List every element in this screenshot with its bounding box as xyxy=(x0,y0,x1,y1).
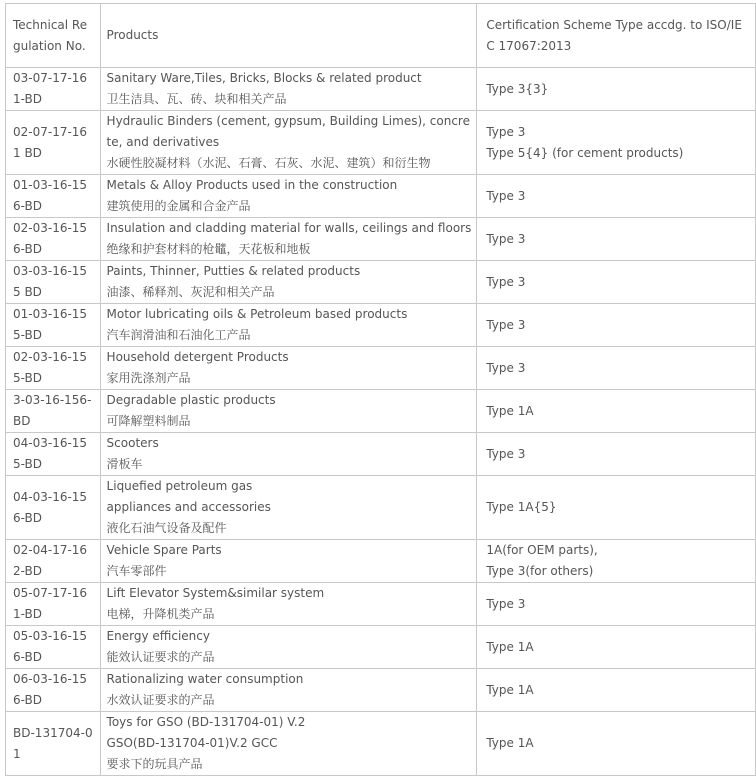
product-line: Scooters xyxy=(106,436,159,450)
table-row xyxy=(6,347,756,390)
products-cell xyxy=(100,111,477,175)
product-line: Insulation and cladding material for walls, ceilings and floors xyxy=(106,221,472,235)
table-row xyxy=(6,175,756,218)
product-line: 可降解塑料制品 xyxy=(106,414,191,428)
product-line: Paints, Thinner, Putties & related products xyxy=(106,264,361,278)
product-line: Motor lubricating oils & Petroleum based products xyxy=(106,307,408,321)
header-products: Products xyxy=(100,4,477,68)
header-row xyxy=(6,4,756,68)
certification-cell xyxy=(477,583,756,626)
product-line: 要求下的玩具产品 xyxy=(106,757,203,771)
product-line: 建筑使用的金属和合金产品 xyxy=(106,199,251,213)
product-line: 滑板车 xyxy=(106,457,143,471)
certification-line: Type 1A xyxy=(486,403,534,418)
product-line: Rationalizing water consumption xyxy=(106,672,304,686)
products-cell xyxy=(100,390,477,433)
certification-line: 1A(for OEM parts), xyxy=(486,543,598,557)
certification-cell xyxy=(477,626,756,669)
regulation-number-cell: 02-03-16-156-BD xyxy=(6,218,101,261)
certification-cell xyxy=(477,304,756,347)
product-line: GSO(BD-131704-01)V.2 GCC xyxy=(106,736,278,750)
table-row xyxy=(6,261,756,304)
product-line: 绝缘和护套材料的枪鼊，天花板和地板 xyxy=(106,242,311,256)
products-cell xyxy=(100,583,477,626)
product-line: Metals & Alloy Products used in the construction xyxy=(106,178,398,192)
products-cell xyxy=(100,626,477,669)
regulation-number-cell: BD-131704-01 xyxy=(6,712,101,776)
regulation-number-cell: 05-07-17-161-BD xyxy=(6,583,101,626)
products-cell xyxy=(100,712,477,776)
product-line: 家用洗涤剂产品 xyxy=(106,371,191,385)
technical-regulation-table xyxy=(5,3,756,776)
table-row xyxy=(6,111,756,175)
product-line: Hydraulic Binders (cement, gypsum, Building Limes), concrete, and derivatives xyxy=(106,114,470,149)
table-row xyxy=(6,68,756,111)
table-row xyxy=(6,712,756,776)
certification-line: Type 3 xyxy=(486,317,526,332)
regulation-number-cell: 03-03-16-155 BD xyxy=(6,261,101,304)
header-regulation: Technical Regulation No. xyxy=(6,4,101,68)
regulation-number-cell: 02-03-16-155-BD xyxy=(6,347,101,390)
certification-cell xyxy=(477,261,756,304)
product-line: Degradable plastic products xyxy=(106,393,276,407)
regulation-number-cell: 02-04-17-162-BD xyxy=(6,540,101,583)
products-cell xyxy=(100,669,477,712)
table-row xyxy=(6,583,756,626)
products-cell xyxy=(100,304,477,347)
product-line: Toys for GSO (BD-131704-01) V.2 xyxy=(106,715,306,729)
regulation-number-cell: 06-03-16-156-BD xyxy=(6,669,101,712)
certification-line: Type 3 xyxy=(486,596,526,611)
regulation-number-cell: 04-03-16-155-BD xyxy=(6,433,101,476)
products-cell xyxy=(100,476,477,540)
certification-cell xyxy=(477,433,756,476)
product-line: 电梯，升降机类产品 xyxy=(106,607,215,621)
table-row xyxy=(6,218,756,261)
product-line: Lift Elevator System&similar system xyxy=(106,586,325,600)
regulation-number-cell: 04-03-16-156-BD xyxy=(6,476,101,540)
certification-cell xyxy=(477,218,756,261)
certification-cell xyxy=(477,712,756,776)
product-line: 能效认证要求的产品 xyxy=(106,650,215,664)
certification-line: Type 3 xyxy=(486,231,526,246)
certification-cell xyxy=(477,175,756,218)
table-row xyxy=(6,476,756,540)
certification-line: Type 3 xyxy=(486,124,526,139)
certification-cell xyxy=(477,111,756,175)
products-cell xyxy=(100,433,477,476)
regulation-number-cell: 3-03-16-156-BD xyxy=(6,390,101,433)
products-cell xyxy=(100,540,477,583)
table-row xyxy=(6,540,756,583)
regulation-number-cell: 01-03-16-155-BD xyxy=(6,304,101,347)
certification-line: Type 3 xyxy=(486,188,526,203)
certification-line: Type 1A{5} xyxy=(486,500,557,514)
product-line: 卫生洁具、瓦、砖、块和相关产品 xyxy=(106,92,287,106)
product-line: 油漆、稀释剂、灰泥和相关产品 xyxy=(106,285,275,299)
product-line: 汽车零部件 xyxy=(106,564,167,578)
product-line: 汽车润滑油和石油化工产品 xyxy=(106,328,251,342)
table-row xyxy=(6,669,756,712)
certification-line: Type 1A xyxy=(486,682,534,697)
products-cell xyxy=(100,218,477,261)
header-certification: Certification Scheme Type accdg. to ISO/IEC 17067:2013 xyxy=(477,4,756,68)
certification-line: Type 1A xyxy=(486,736,534,750)
table-row xyxy=(6,390,756,433)
certification-cell xyxy=(477,669,756,712)
product-line: 水效认证要求的产品 xyxy=(106,693,215,707)
regulation-number-cell: 02-07-17-161 BD xyxy=(6,111,101,175)
products-cell xyxy=(100,68,477,111)
regulation-number-cell: 05-03-16-156-BD xyxy=(6,626,101,669)
product-line: appliances and accessories xyxy=(106,500,271,514)
certification-cell xyxy=(477,68,756,111)
regulation-number-cell: 03-07-17-161-BD xyxy=(6,68,101,111)
regulation-number-cell: 01-03-16-156-BD xyxy=(6,175,101,218)
certification-line: Type 3 xyxy=(486,446,526,461)
product-line: Energy efficiency xyxy=(106,629,210,643)
certification-line: Type 3 xyxy=(486,274,526,289)
certification-cell xyxy=(477,390,756,433)
certification-line: Type 3{3} xyxy=(486,81,549,96)
product-line: 水硬性胶凝材料（水泥、石膏、石灰、水泥、建筑）和衍生物 xyxy=(106,156,431,170)
product-line: Liquefied petroleum gas xyxy=(106,479,253,493)
product-line: Sanitary Ware,Tiles, Bricks, Blocks & related product xyxy=(106,71,422,85)
products-cell xyxy=(100,347,477,390)
certification-line: Type 1A xyxy=(486,639,534,654)
product-line: Household detergent Products xyxy=(106,350,289,364)
certification-line: Type 3(for others) xyxy=(486,564,594,578)
table-row xyxy=(6,304,756,347)
products-cell xyxy=(100,261,477,304)
products-cell xyxy=(100,175,477,218)
product-line: 液化石油气设备及配件 xyxy=(106,521,227,535)
certification-cell xyxy=(477,540,756,583)
certification-cell xyxy=(477,476,756,540)
table-row xyxy=(6,433,756,476)
certification-cell xyxy=(477,347,756,390)
product-line: Vehicle Spare Parts xyxy=(106,543,222,557)
certification-line: Type 5{4} (for cement products) xyxy=(486,145,684,160)
certification-line: Type 3 xyxy=(486,360,526,375)
table-row xyxy=(6,626,756,669)
